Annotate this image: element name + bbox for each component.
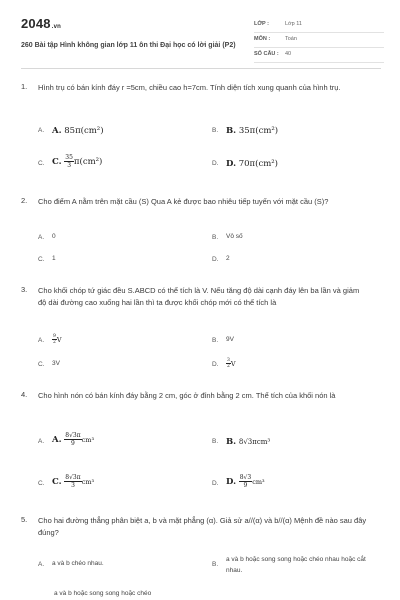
option-value: cm³: [81, 478, 95, 486]
option-letter: A.: [38, 438, 45, 445]
document-title: 260 Bài tập Hình không gian lớp 11 ôn thi Đại học có lời giải (P2): [21, 42, 236, 49]
question-number: 2.: [21, 196, 28, 205]
option-fraction: $\frac{9}{2}$: [53, 334, 56, 345]
option-value: V: [56, 336, 62, 344]
question-5: [21, 515, 371, 600]
question-number: 5.: [21, 515, 28, 524]
meta-row-subject: [254, 33, 384, 48]
option-letter: C.: [38, 361, 45, 368]
meta-key: MÔN :: [254, 36, 271, 42]
option-value: 0: [52, 233, 56, 240]
question-number: 1.: [21, 82, 28, 91]
option-value: 2: [226, 255, 230, 262]
option-letter: A.: [38, 234, 45, 241]
option-value: 8√3πcm³: [238, 438, 271, 446]
meta-table: [254, 18, 384, 63]
meta-value: Toán: [285, 36, 297, 42]
option-value: a và b hoặc song song hoặc chéo: [54, 590, 152, 597]
option-letter: B.: [212, 438, 219, 445]
option-value: 85π(cm²): [64, 126, 104, 136]
option-value: a và b hoặc song song hoặc chéo nhau hoặc cắt nhau.: [226, 556, 366, 574]
option-fraction: $\frac{3}{2}$: [227, 358, 230, 369]
question-text: Cho hình nón có bán kính đáy bằng 2 cm, góc ở đỉnh bằng 2 cm. Thể tích của khối nón là: [38, 391, 336, 400]
meta-value: Lớp 11: [285, 21, 302, 27]
option-fraction: $\frac{8√3}{9}$: [239, 474, 252, 489]
question-number: 4.: [21, 390, 28, 399]
option-letter: C.: [38, 160, 45, 167]
meta-value: 40: [285, 51, 292, 57]
option-letter: B.: [212, 234, 219, 241]
option-fraction: $\frac{35}{3}$: [65, 154, 73, 169]
header-divider: [21, 68, 381, 69]
option-letter: C.: [38, 256, 45, 263]
option-value: π(cm²): [73, 157, 103, 167]
option-letter: D.: [212, 256, 219, 263]
option-value: V: [230, 360, 236, 368]
option-letter: B.: [212, 127, 219, 134]
question-text: Cho điểm A nằm trên mặt cầu (S) Qua A kẻ được bao nhiêu tiếp tuyến với mặt cầu (S)?: [38, 197, 329, 206]
document-header: [21, 14, 381, 56]
option-letter: B.: [212, 561, 219, 568]
option-value: 9V: [226, 336, 234, 343]
site-logo[interactable]: 2048.vn: [21, 16, 62, 31]
question-text: Cho hai đường thẳng phân biệt a, b và mặt phẳng (α). Giả sử a//(α) và b//(α) Mệnh đề nào sau đây đúng?: [38, 516, 367, 537]
meta-key: SỐ CÂU :: [254, 51, 279, 57]
option-value: 70π(cm²): [238, 159, 278, 169]
option-letter: B.: [212, 337, 219, 344]
option-value: Vô số: [226, 233, 243, 240]
option-letter: D.: [212, 160, 219, 167]
question-text: Cho khối chóp tứ giác đều S.ABCD có thể tích là V. Nếu tăng độ dài cạnh đáy lên ba lần và giảm độ dài đường cao xuống hai lần thì ta được khối chóp mới có thể tích là: [38, 286, 360, 307]
option-value: cm³: [81, 436, 95, 444]
question-2: [21, 196, 371, 271]
option-value: 35π(cm²): [238, 126, 279, 136]
option-value: 3V: [52, 360, 60, 367]
option-letter: C.: [38, 480, 45, 487]
option-fraction: $\frac{8√3\pi}{3}$: [65, 474, 81, 489]
meta-key: LỚP :: [254, 21, 269, 27]
option-letter: A.: [38, 561, 45, 568]
option-letter: D.: [212, 480, 219, 487]
option-letter: A.: [38, 337, 45, 344]
question-3: [21, 285, 371, 375]
question-number: 3.: [21, 285, 28, 294]
question-4: 4. Cho hình nón có bán kính đáy bằng 2 cm, góc ở đỉnh bằng 2 cm. Thể tích của khối nón là A. A. $\frac{8√3\pi}{9}$ cm³ B. B. 8√3πcm³ C. C. $\frac{8√3\pi}{3}$ cm³ D. D. $\frac{8√3}{9}$ cm³: [21, 390, 371, 505]
option-fraction: $\frac{8√3\pi}{9}$: [65, 432, 81, 447]
meta-row-count: [254, 48, 384, 63]
option-letter: A.: [38, 127, 45, 134]
question-text: Hình trụ có bán kính đáy r =5cm, chiều cao h=7cm. Tính diện tích xung quanh của hình trụ.: [38, 83, 341, 92]
option-value: cm³: [252, 478, 265, 486]
option-letter: D.: [212, 361, 219, 368]
option-value: 1: [52, 255, 56, 262]
option-value: a và b chéo nhau.: [52, 560, 104, 567]
question-1: 1. Hình trụ có bán kính đáy r =5cm, chiều cao h=7cm. Tính diện tích xung quanh của hình trụ. A. A. 85π(cm²) B. B. 35π(cm²) C. C. $\frac{35}{3}$ π(cm²) D. D. 70π(cm²): [21, 82, 371, 202]
meta-row-class: [254, 18, 384, 33]
